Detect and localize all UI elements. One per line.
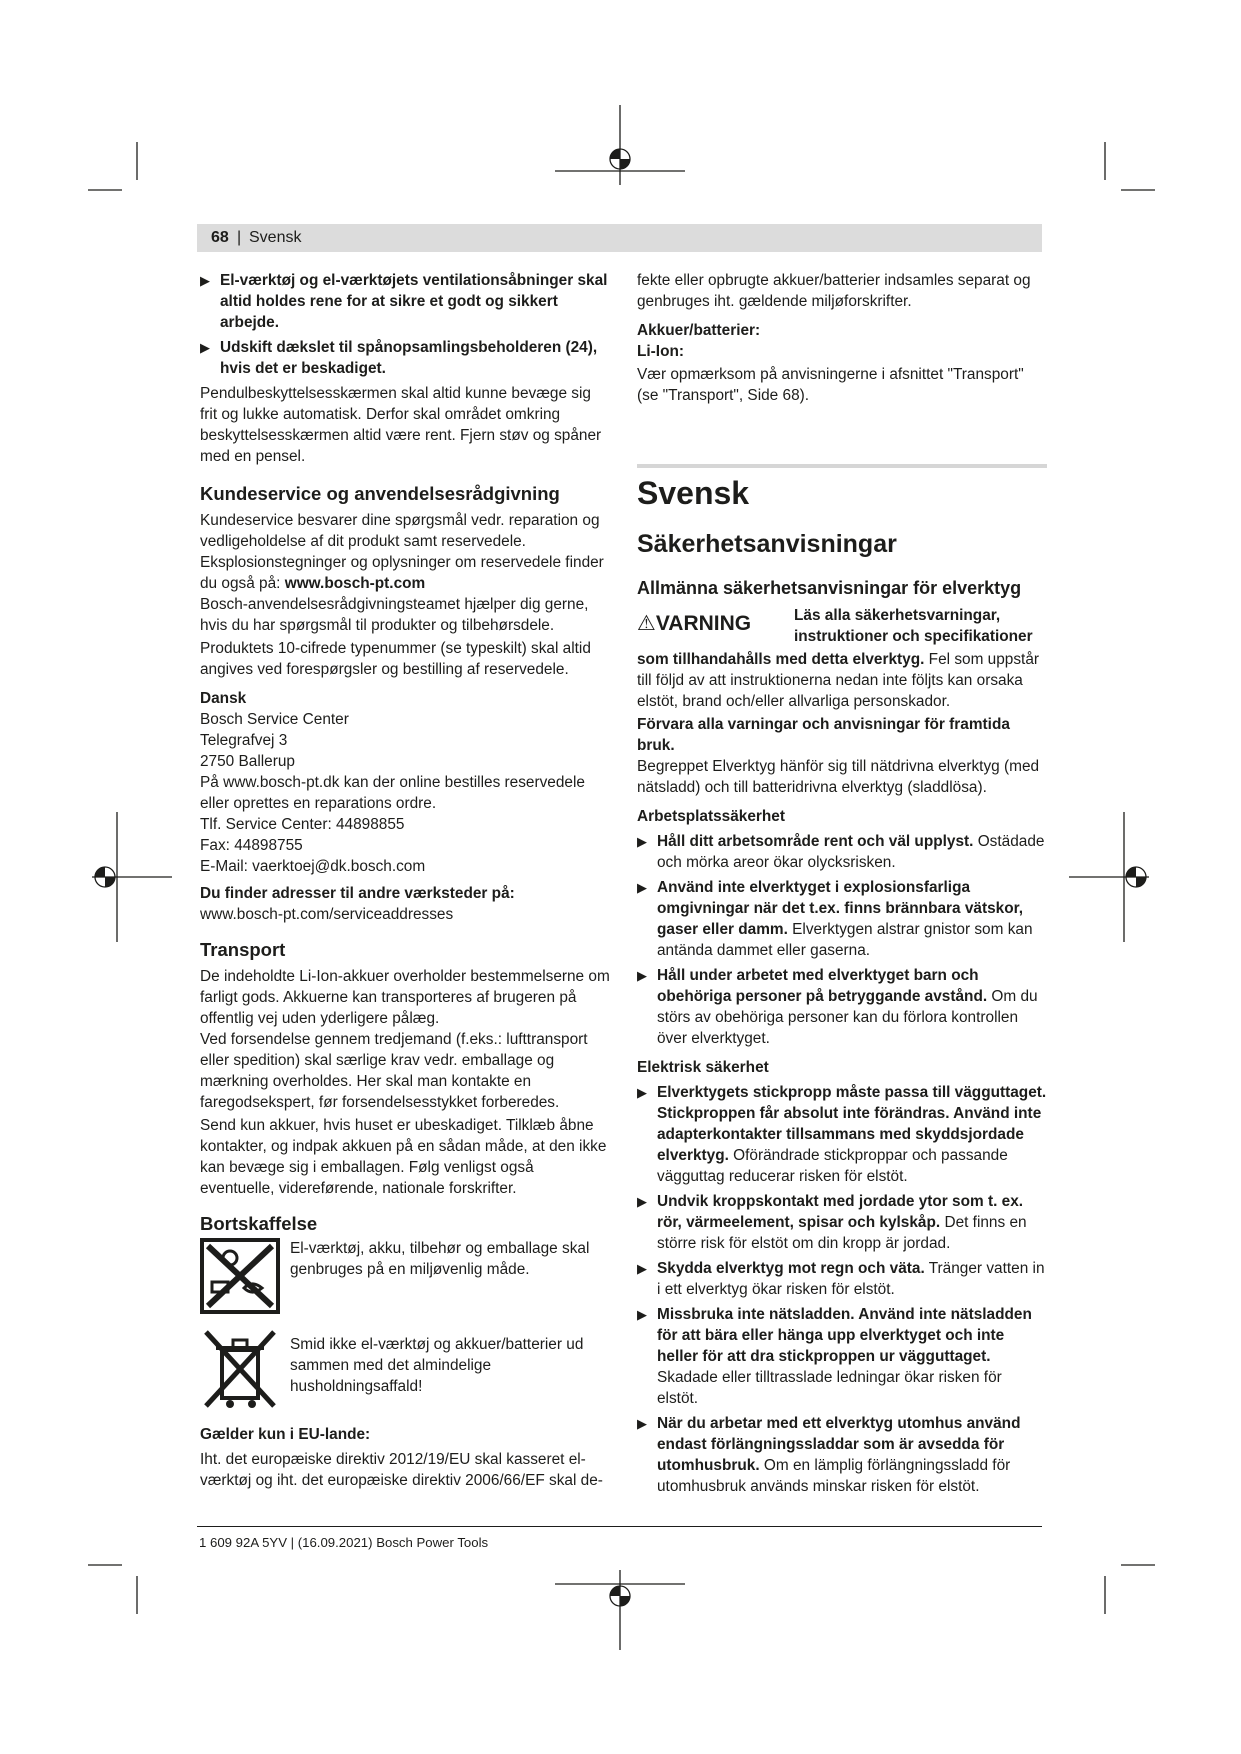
eu-paragraph: Iht. det europæiske direktiv 2012/19/EU skal kasseret el-værktøj og iht. det europæiske direktiv 2006/66/EF skal de-: [200, 1451, 603, 1489]
bullet-arrow-icon: ▶: [637, 1416, 647, 1431]
transport-paragraph-2: Ved forsendelse gennem tredjemand (f.eks.: lufttransport eller spedition) skal særlige krav vedr. emballage og mærkning overholdes. Her skal man kontakte en faregodsekspert, før forsendelsesstykket forberedes.: [200, 1031, 588, 1111]
warning-intro: Läs alla säkerhetsvarningar, instruktioner och specifikationer: [794, 607, 1033, 645]
transport-paragraph-3: Send kun akkuer, hvis huset er ubeskadiget. Tilklæb åbne kontakter, og indpak akkuen på en sådan måde, at den ikke kan bevæge sig i emballagen. Følg venligst også eventuelle, videreførende, nationale forskrifter.: [200, 1117, 607, 1197]
bullet-arrow-icon: ▶: [637, 834, 647, 849]
elek-item: ▶ När du arbetar med ett elverktyg utomhus använd endast förlängningssladdar som är avsedda för utomhusbruk. Om en lämplig förlängningssladd för utomhusbruk används minskar risken för elstöt.: [637, 1415, 1021, 1495]
header-separator: |: [237, 229, 242, 246]
left-column: [200, 270, 610, 1491]
recycle-icon: [200, 1238, 280, 1320]
warning-box: [637, 605, 1047, 649]
bullet-arrow-icon: ▶: [637, 1307, 647, 1322]
kundeservice-heading: Kundeservice og anvendelsesrådgivning: [200, 483, 560, 504]
continued-paragraph: fekte eller opbrugte akkuer/batterier indsamles separat og genbruges iht. gældende miljøforskrifter.: [637, 272, 1031, 310]
bullet-ventilation: ▶ El-værktøj og el-værktøjets ventilationsåbninger skal altid holdes rene for at sikre et godt og sikkert arbejde.: [200, 272, 608, 331]
dansk-line: Fax: 44898755: [200, 837, 303, 854]
arbets-item: ▶ Håll under arbetet med elverktyget barn och obehöriga personer på betryggande avstånd. Om du störs av obehöriga personer kan du förlora kontrollen över elverktyget.: [637, 967, 1038, 1047]
dansk-line: Telegrafvej 3: [200, 732, 288, 749]
header-language: Svensk: [249, 229, 302, 246]
sakerhet-title: Säkerhetsanvisningar: [637, 530, 897, 558]
bullet-arrow-icon: ▶: [637, 1261, 647, 1276]
dansk-line: På www.bosch-pt.dk kan der online bestilles reservedele eller oprettes en reparations ordre.: [200, 774, 585, 812]
adresser-heading: Du finder adresser til andre værksteder på:: [200, 885, 515, 902]
pendulum-paragraph: Pendulbeskyttelsesskærmen skal altid kunne bevæge sig frit og lukke automatisk. Derfor skal området omkring beskyttelsesskærmen altid være rent. Fjern støv og spåner med en pensel.: [200, 385, 602, 465]
bosch-link[interactable]: www.bosch-pt.com: [284, 575, 426, 592]
recycle-row: [200, 1238, 610, 1320]
dansk-line: 2750 Ballerup: [200, 753, 295, 770]
serviceaddresses-link[interactable]: www.bosch-pt.com/serviceaddresses: [200, 906, 454, 923]
svensk-section: [637, 464, 1047, 512]
liion-paragraph: Vær opmærksom på anvisningerne i afsnittet "Transport" (se "Transport", Side 68).: [637, 366, 1024, 404]
anvendelse-paragraph: Bosch-anvendelsesrådgivningsteamet hjælper dig gerne, hvis du har spørgsmål til produkter og tilbehørsdele.: [200, 596, 589, 634]
dansk-line: Tlf. Service Center: 44898855: [200, 816, 405, 833]
crossed-bin-icon: [200, 1326, 280, 1416]
liion-heading: Li-Ion:: [637, 343, 685, 360]
dansk-line: E-Mail: vaerktoej@dk.bosch.com: [200, 858, 426, 875]
warning-paragraph: som tillhandahålls med detta elverktyg. Fel som uppstår till följd av att instruktionerna nedan inte följts kan orsaka elstöt, brand och/eller allvarliga personskador.: [637, 651, 1040, 710]
warning-triangle-icon: ⚠: [637, 612, 656, 635]
dansk-heading: Dansk: [200, 690, 247, 707]
arbets-item: ▶ Använd inte elverktyget i explosionsfarliga omgivningar när det t.ex. finns brännbara vätskor, gaser eller damm. Elverktygen alstrar gnistor som kan antända dammet eller gaserna.: [637, 879, 1033, 959]
footer-rule: [197, 1526, 1042, 1527]
bullet-arrow-icon: ▶: [637, 880, 647, 895]
right-column: [637, 270, 1047, 1497]
kundeservice-paragraph: Kundeservice besvarer dine spørgsmål vedr. reparation og vedligeholdelse af dit produkt samt reservedele. Eksplosionstegninger og oplysninger om reservedele finder du også på: www.bosch-pt.com: [200, 512, 604, 592]
elek-item: ▶ Elverktygets stickpropp måste passa till vägguttaget. Stickproppen får absolut inte förändras. Använd inte adapterkontakter tillsammans med skyddsjordade elverktyg. Oförändrade stickproppar och passande vägguttag reducerar risken för elstöt.: [637, 1084, 1047, 1185]
weee-row: [200, 1326, 610, 1416]
page-footer: 1 609 92A 5YV | (16.09.2021) Bosch Power Tools: [199, 1535, 489, 1550]
arbetsplats-heading: Arbetsplatssäkerhet: [637, 808, 785, 825]
transport-paragraph-1: De indeholdte Li-Ion-akkuer overholder bestemmelserne om farligt gods. Akkuerne kan transporteres af brugeren på offentlig vej uden yderligere pålæg.: [200, 968, 610, 1027]
page-number: 68: [211, 229, 229, 246]
forvara-bold: Förvara alla varningar och anvisningar för framtida bruk.: [637, 716, 1010, 754]
transport-heading: Transport: [200, 939, 286, 960]
warning-badge: ⚠VARNING: [637, 612, 752, 635]
bortskaffelse-heading: Bortskaffelse: [200, 1213, 318, 1234]
bullet-arrow-icon: ▶: [637, 968, 647, 983]
recycle-text: El-værktøj, akku, tilbehør og emballage skal genbruges på en miljøvenlig måde.: [290, 1240, 590, 1278]
akku-heading: Akkuer/batterier:: [637, 322, 761, 339]
bullet-arrow-icon: ▶: [200, 340, 210, 355]
bullet-arrow-icon: ▶: [637, 1085, 647, 1100]
forvara-paragraph: Begreppet Elverktyg hänför sig till nätdrivna elverktyg (med nätsladd) och till batteridrivna elverktyg (sladdlösa).: [637, 758, 1040, 796]
typenummer-paragraph: Produktets 10-cifrede typenummer (se typeskilt) skal altid angives ved forespørgsler og bestilling af reservedele.: [200, 640, 591, 678]
arbets-item: ▶ Håll ditt arbetsområde rent och väl upplyst. Ostädade och mörka areor ökar olycksrisken.: [637, 833, 1045, 871]
svensk-title: Svensk: [637, 475, 750, 511]
elek-item: ▶ Skydda elverktyg mot regn och väta. Tränger vatten in i ett elverktyg ökar risken för elstöt.: [637, 1260, 1045, 1298]
weee-text: Smid ikke el-værktøj og akkuer/batterier ud sammen med det almindelige husholdningsaffald!: [290, 1336, 584, 1395]
bullet-arrow-icon: ▶: [200, 273, 210, 288]
elektrisk-heading: Elektrisk säkerhet: [637, 1059, 769, 1076]
page-header-bar: [197, 224, 1042, 252]
bullet-arrow-icon: ▶: [637, 1194, 647, 1209]
allmanna-heading: Allmänna säkerhetsanvisningar för elverktyg: [637, 578, 1022, 598]
bullet-cover: ▶ Udskift dækslet til spånopsamlingsbeholderen (24), hvis det er beskadiget.: [200, 339, 598, 377]
elek-item: ▶ Missbruka inte nätsladden. Använd inte nätsladden för att bära eller hänga upp elverktyget och inte heller för att dra stickproppen ur vägguttaget. Skadade eller tilltrasslade ledningar ökar risken för elstöt.: [637, 1306, 1032, 1407]
dansk-line: Bosch Service Center: [200, 711, 349, 728]
elek-item: ▶ Undvik kroppskontakt med jordade ytor som t. ex. rör, värmeelement, spisar och kylskåp. Det finns en större risk för elstöt om din kropp är jordad.: [637, 1193, 1027, 1252]
eu-heading: Gælder kun i EU-lande:: [200, 1426, 371, 1443]
